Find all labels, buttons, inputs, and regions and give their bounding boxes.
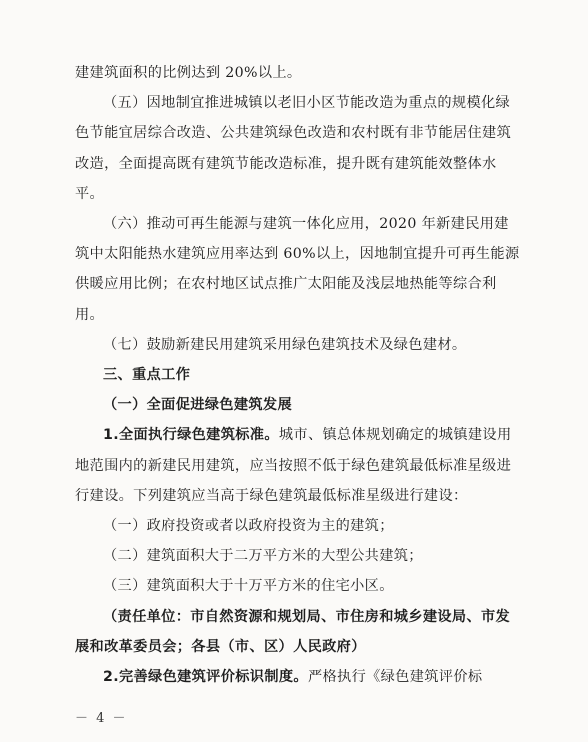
paragraph-item-5: （五）因地制宜推进城镇以老旧小区节能改造为重点的规模化绿色节能宜居综合改造、公共建筑绿色改造和农村既有非节能居住建筑改造，全面提高既有建筑节能改造标准，提升既有建筑能效整体水平。 [75,95,512,202]
paragraph-item-6: （六）推动可再生能源与建筑一体化应用，2020 年新建民用建筑中太阳能热水建筑应用率达到 60%以上，因地制宜提升可再生能源供暖应用比例；在农村地区试点推广太阳能及浅层地热能等综合利用。 [75,216,520,323]
list-item: （二）建筑面积大于二万平方米的大型公共建筑； [103,548,423,565]
paragraph-evaluation [75,662,520,692]
responsible-units: （责任单位：市自然资源和规划局、市住房和城乡建设局、市发展和改革委员会；各县（市、区）人民政府） [75,608,511,655]
list-item: （三）建筑面积大于十万平方米的住宅小区。 [103,578,394,595]
paragraph-green-standard [75,420,520,511]
document-body [75,58,520,692]
paragraph-continuation: 建建筑面积的比例达到 20%以上。 [75,65,302,81]
section-heading: 三、重点工作 [103,367,191,384]
paragraph-item-7: （七）鼓励新建民用建筑采用绿色建筑技术及绿色建材。 [103,336,467,353]
paragraph-lead-title: 2.完善绿色建筑评价标识制度。 [103,669,308,686]
paragraph-lead-title: 1.全面执行绿色建筑标准。 [103,427,279,444]
paragraph-lead-text: 城市、镇总体规划确定的城镇建设用地范围内的新建民用建筑，应当按照不低于绿色建筑最低标准星级进行建设。下列建筑应当高于绿色建筑最低标准星级进行建设： [75,427,512,504]
list-item: （一）政府投资或者以政府投资为主的建筑； [103,518,394,535]
paragraph-lead-text: 严格执行《绿色建筑评价标 [307,669,483,686]
page-number: － 4 － [75,711,128,726]
subsection-heading: （一）全面促进绿色建筑发展 [103,397,292,414]
